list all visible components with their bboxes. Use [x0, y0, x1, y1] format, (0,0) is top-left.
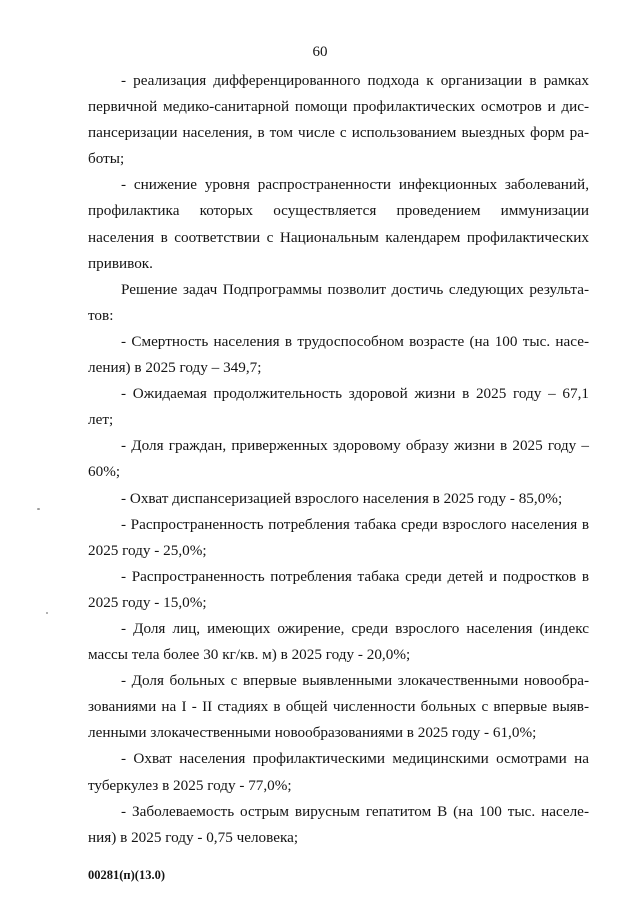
paragraph: - Охват диспансеризацией взрослого населения в 2025 году - 85,0%;	[121, 489, 563, 507]
paragraph: - Смертность населения в трудоспособном возрасте (на 100 тыс. населения) в 2025 году – 349,7;	[88, 332, 589, 377]
scan-speck	[46, 612, 48, 614]
page-number: 60	[312, 44, 328, 60]
body-text	[88, 68, 589, 851]
paragraph: Решение задач Подпрограммы позволит достичь следующих результатов:	[88, 280, 589, 324]
paragraph: - Доля лиц, имеющих ожирение, среди взрослого населения (индекс массы тела более 30 кг/кв. м) в 2025 году - 20,0%;	[88, 619, 589, 664]
document-code: 00281(п)(13.0)	[88, 868, 165, 882]
paragraph: - Ожидаемая продолжительность здоровой жизни в 2025 году – 67,1 лет;	[88, 385, 589, 429]
paragraph: - Доля больных с впервые выявленными злокачественными новообразованиями на I - II стадиях в общей численности больных с впервые выявленными злокачественными новообразованиями в 2025 году - 61,0%;	[88, 672, 589, 742]
paragraph: - Заболеваемость острым вирусным гепатитом В (на 100 тыс. населения) в 2025 году - 0,75 человека;	[88, 802, 589, 846]
paragraph: - реализация дифференцированного подхода к организации в рамках первичной медико-санитарной помощи профилактических осмотров и диспансеризации населения, в том числе с использованием выездных форм работы;	[88, 72, 589, 168]
paragraph: - Распространенность потребления табака среди детей и подростков в 2025 году - 15,0%;	[88, 567, 589, 611]
paragraph: - Доля граждан, приверженных здоровому образу жизни в 2025 году – 60%;	[88, 437, 589, 481]
scan-speck	[37, 508, 40, 510]
paragraph: - Охват населения профилактическими медицинскими осмотрами на туберкулез в 2025 году - 77,0%;	[88, 750, 589, 794]
paragraph: - Распространенность потребления табака среди взрослого населения в 2025 году - 25,0%;	[88, 515, 589, 559]
paragraph: - снижение уровня распространенности инфекционных заболеваний, профилактика которых осуществляется проведением иммунизации населения в соответствии с Национальным календарем профилактических прививок.	[88, 176, 589, 272]
